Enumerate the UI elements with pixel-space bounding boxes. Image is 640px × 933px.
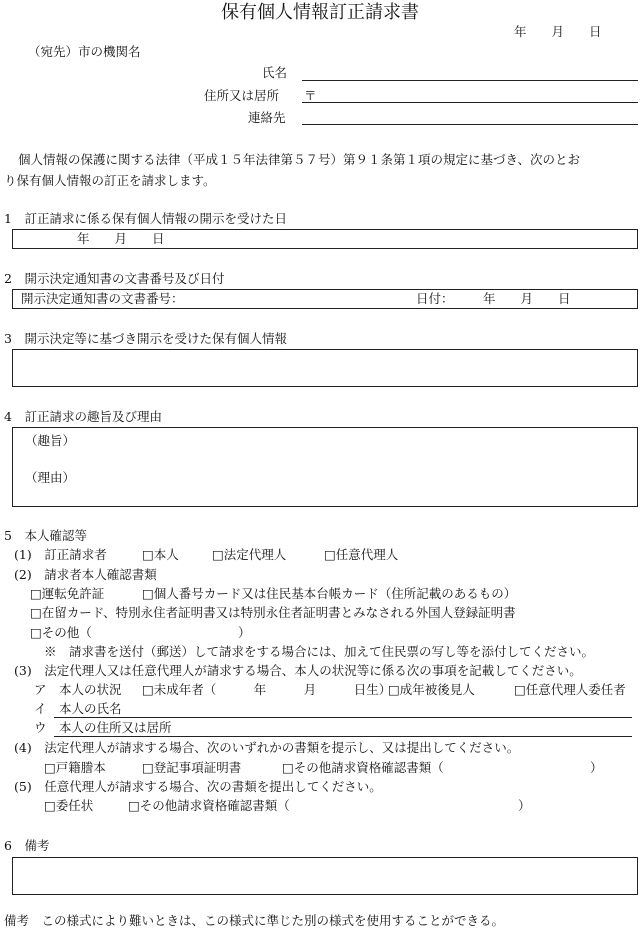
- date-line: 年 月 日: [514, 24, 602, 39]
- contact-label: 連絡先: [248, 110, 286, 125]
- form-title: 保有個人情報訂正請求書: [221, 2, 419, 23]
- reason-label: （理由）: [25, 470, 76, 485]
- section-4-box[interactable]: [12, 427, 638, 507]
- checkbox-other-voluntary-docs[interactable]: □その他請求資格確認書類（: [128, 798, 290, 813]
- section-2-box[interactable]: [12, 289, 638, 309]
- section-1-date: 年 月 日: [77, 231, 165, 246]
- other-id-close: ）: [238, 625, 251, 640]
- checkbox-self[interactable]: □本人: [142, 547, 179, 562]
- section-5-heading: 5 本人確認等: [4, 528, 87, 543]
- principal-address-field[interactable]: [54, 736, 632, 737]
- section-6-heading: 6 備考: [4, 838, 50, 853]
- checkbox-minor[interactable]: □未成年者（ 年 月 日生）: [142, 682, 392, 697]
- checkbox-other-qualification-docs[interactable]: □その他請求資格確認書類（: [282, 760, 444, 775]
- doc-number-label: 開示決定通知書の文書番号：: [21, 291, 184, 306]
- section-6-box[interactable]: [12, 857, 638, 895]
- intro-line-2: り保有個人情報の訂正を請求します。: [4, 173, 216, 188]
- checkbox-drivers-license[interactable]: □運転免許証: [30, 586, 105, 601]
- legal-agent-docs-label: (4) 法定代理人が請求する場合、次のいずれかの書類を提示し、又は提出してください。: [14, 740, 520, 755]
- footnote: 備考 この様式により難いときは、この様式に準じた別の様式を使用することができる。: [4, 913, 505, 928]
- addressee: （宛先）市の機関名: [28, 44, 141, 59]
- checkbox-legal-agent[interactable]: □法定代理人: [212, 547, 287, 562]
- checkbox-registry-certificate[interactable]: □登記事項証明書: [142, 760, 242, 775]
- principal-status-label: ア 本人の状況: [34, 682, 122, 697]
- checkbox-my-number-card[interactable]: □個人番号カード又は住民基本台帳カード（住所記載のあるもの）: [142, 586, 517, 601]
- legal-agent-docs-close: ）: [590, 760, 603, 775]
- checkbox-agent-principal[interactable]: □任意代理人委任者: [514, 682, 626, 697]
- principal-address-label: ウ 本人の住所又は居所: [34, 720, 172, 735]
- voluntary-agent-docs-close: ）: [518, 798, 531, 813]
- section-1-box[interactable]: [12, 229, 638, 249]
- section-2-heading: 2 開示決定通知書の文書番号及び日付: [4, 271, 225, 286]
- checkbox-other-id[interactable]: □その他（: [30, 625, 92, 640]
- checkbox-power-of-attorney[interactable]: □委任状: [44, 798, 94, 813]
- doc-date-label: 日付：: [416, 291, 454, 306]
- intro-line-1: 個人情報の保護に関する法律（平成１５年法律第５７号）第９１条第１項の規定に基づき、次のとお: [18, 152, 581, 167]
- section-3-heading: 3 開示決定等に基づき開示を受けた保有個人情報: [4, 331, 287, 346]
- section-1-heading: 1 訂正請求に係る保有個人情報の開示を受けた日: [4, 211, 287, 226]
- section-3-box[interactable]: [12, 349, 638, 387]
- checkbox-residence-card[interactable]: □在留カード、特別永住者証明書又は特別永住者証明書とみなされる外国人登録証明書: [30, 605, 516, 620]
- doc-date: 年 月 日: [483, 291, 571, 306]
- checkbox-adult-ward[interactable]: □成年被後見人: [388, 682, 475, 697]
- contact-field[interactable]: [302, 124, 638, 125]
- section-4-heading: 4 訂正請求の趣旨及び理由: [4, 409, 162, 424]
- principal-name-field[interactable]: [54, 717, 632, 718]
- mail-note: ※ 請求書を送付（郵送）して請求をする場合には、加えて住民票の写し等を添付してください。: [44, 644, 595, 659]
- postal-mark: 〒: [304, 88, 317, 103]
- agent-situation-label: (3) 法定代理人又は任意代理人が請求する場合、本人の状況等に係る次の事項を記載してください。: [14, 663, 582, 678]
- requester-type-label: (1) 訂正請求者: [14, 547, 107, 562]
- checkbox-family-register[interactable]: □戸籍謄本: [44, 760, 106, 775]
- voluntary-agent-docs-label: (5) 任意代理人が請求する場合、次の書類を提出してください。: [14, 779, 382, 794]
- address-field[interactable]: [302, 102, 638, 103]
- name-field[interactable]: [302, 80, 638, 81]
- address-label: 住所又は居所: [204, 88, 280, 103]
- principal-name-label: イ 本人の氏名: [34, 701, 122, 716]
- name-label: 氏名: [262, 65, 288, 80]
- checkbox-voluntary-agent[interactable]: □任意代理人: [324, 547, 399, 562]
- id-docs-label: (2) 請求者本人確認書類: [14, 567, 157, 582]
- purpose-label: （趣旨）: [25, 433, 76, 448]
